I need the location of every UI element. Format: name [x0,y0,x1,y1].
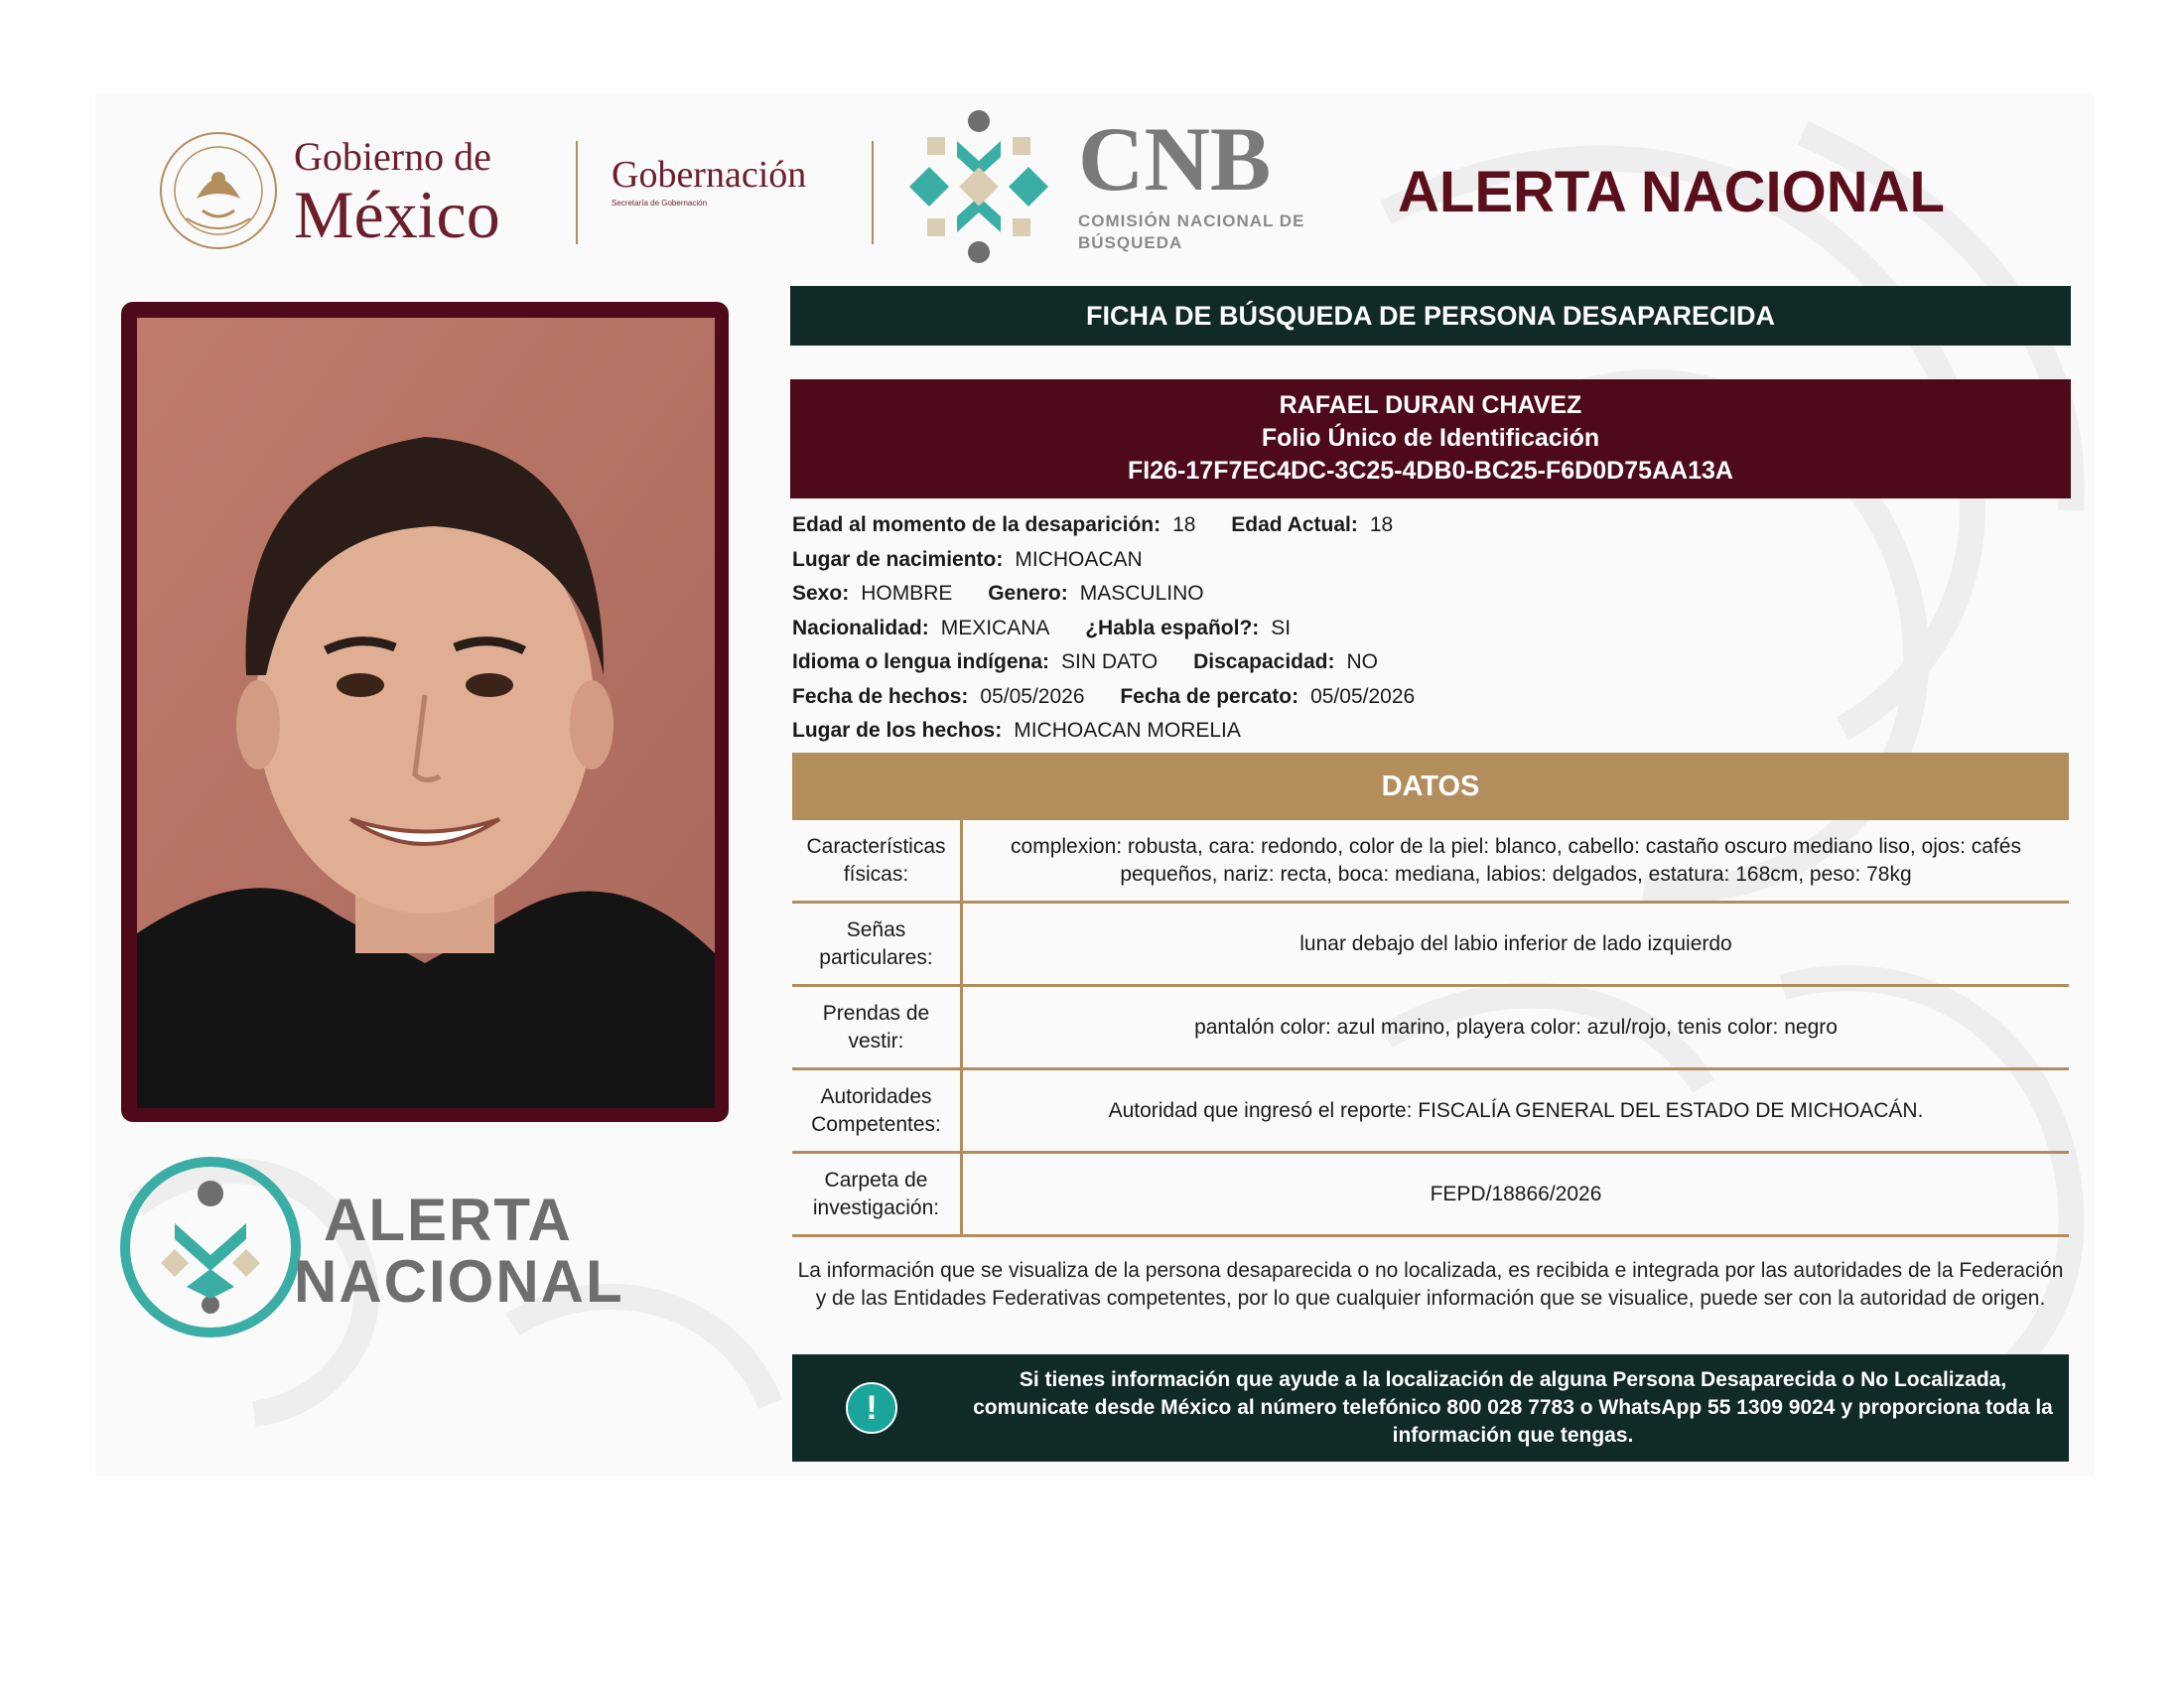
row-label: Carpeta de investigación: [792,1154,963,1234]
field-value: MICHOACAN [1015,547,1143,571]
field-value: NO [1346,650,1378,673]
card-title: FICHA DE BÚSQUEDA DE PERSONA DESAPARECIDA [790,286,2071,346]
logo-line2: NACIONAL [294,1248,624,1315]
header-divider [576,141,578,244]
header-divider [872,141,874,244]
cnb-logo-text [1078,108,1316,254]
alert-title: ALERTA NACIONAL [1398,160,1945,224]
field-label: Sexo: [792,582,850,605]
field-value: HOMBRE [861,582,953,605]
field-label: Idioma o lengua indígena: [792,650,1050,673]
callout-message: Si tienes información que ayude a la localización de alguna Persona Desaparecida o No Localizada, comunicate desde México al número telefónico 800 028 7783 o WhatsApp 55 1309 9024 y proporciona toda la información que tengas. [973,1368,2053,1447]
row-value: complexion: robusta, cara: redondo, color de la piel: blanco, cabello: castaño oscuro mediano liso, ojos: cafés pequeños, nariz: recta, boca: mediana, labios: delgados, estatura: 168cm, peso: 78kg [1011,834,2021,886]
row-value: Autoridad que ingresó el reporte: FISCALÍA GENERAL DEL ESTADO DE MICHOACÁN. [1108,1098,1924,1122]
field-label: Nacionalidad: [792,616,929,639]
table-row [792,1070,2069,1154]
gob-line1: Gobierno de [294,134,491,179]
field-label: Lugar de nacimiento: [792,547,1004,571]
gobernacion-title: Gobernación [612,154,807,196]
info-row [792,543,2063,578]
field-label: Discapacidad: [1193,650,1335,673]
field-label: Edad Actual: [1231,513,1358,536]
field-value: 18 [1172,513,1196,536]
cnb-subtitle: COMISIÓN NACIONAL DE BÚSQUEDA [1078,211,1305,252]
row-label: Características físicas: [792,820,963,901]
field-value: 05/05/2026 [1310,684,1416,708]
table-row [792,1154,2069,1237]
field-value: SIN DATO [1061,650,1159,673]
gob-line2: México [294,177,500,252]
field-value: 18 [1369,513,1394,536]
gobernacion-logo [612,153,806,208]
folio-label: Folio Único de Identificación [1261,424,1600,452]
exclamation-icon: ! [846,1382,897,1434]
alerta-nacional-logo-icon [117,1154,304,1340]
gobernacion-subtitle: Secretaría de Gobernación [612,199,708,208]
field-value: 05/05/2026 [980,684,1085,708]
alert-sheet [95,93,2095,1476]
gobierno-de-mexico-logo [294,134,500,252]
field-value: SI [1271,616,1292,639]
field-value: MASCULINO [1079,582,1204,605]
field-label: ¿Habla español?: [1085,616,1260,639]
person-name: RAFAEL DURAN CHAVEZ [1279,391,1582,419]
info-row [792,508,2063,543]
row-label: Autoridades Competentes: [792,1070,963,1151]
field-label: Fecha de hechos: [792,684,969,708]
cnb-acronym: CNB [1078,108,1272,210]
logo-line1: ALERTA [324,1187,573,1253]
info-row [792,645,2063,680]
info-row [792,680,2063,715]
field-value: MICHOACAN MORELIA [1014,719,1241,742]
field-label: Lugar de los hechos: [792,719,1003,742]
datos-table [792,820,2069,1237]
field-label: Fecha de percato: [1120,684,1299,708]
row-value: lunar debajo del labio inferior de lado izquierdo [1299,931,1732,955]
field-label: Edad al momento de la desaparición: [792,513,1161,536]
table-row [792,820,2069,904]
field-label: Genero: [988,582,1068,605]
datos-heading: DATOS [792,753,2069,820]
row-value: pantalón color: azul marino, playera color: azul/rojo, tenis color: negro [1194,1015,1838,1039]
personal-info [792,508,2063,749]
mexico-seal-icon [157,129,280,252]
contact-callout [792,1354,2069,1462]
row-value: FEPD/18866/2026 [1430,1182,1602,1205]
table-row [792,904,2069,987]
missing-person-photo [137,318,715,1108]
field-value: MEXICANA [940,616,1050,639]
folio-value: FI26-17F7EC4DC-3C25-4DB0-BC25-F6D0D75AA13A [1128,457,1733,485]
table-row [792,987,2069,1070]
alerta-nacional-logo-text [294,1187,624,1315]
row-label: Prendas de vestir: [792,987,963,1067]
cnb-emblem-icon [899,107,1058,266]
info-row [792,577,2063,612]
row-label: Señas particulares: [792,904,963,984]
info-row [792,612,2063,646]
info-row [792,714,2063,749]
identity-box [790,379,2071,498]
disclaimer-text: La información que se visualiza de la persona desaparecida o no localizada, es recibida e integrada por las autoridades de la Federación y de las Entidades Federativas competentes, por lo que cualquier información que se visualice, puede ser con la autoridad de origen. [797,1259,2064,1310]
